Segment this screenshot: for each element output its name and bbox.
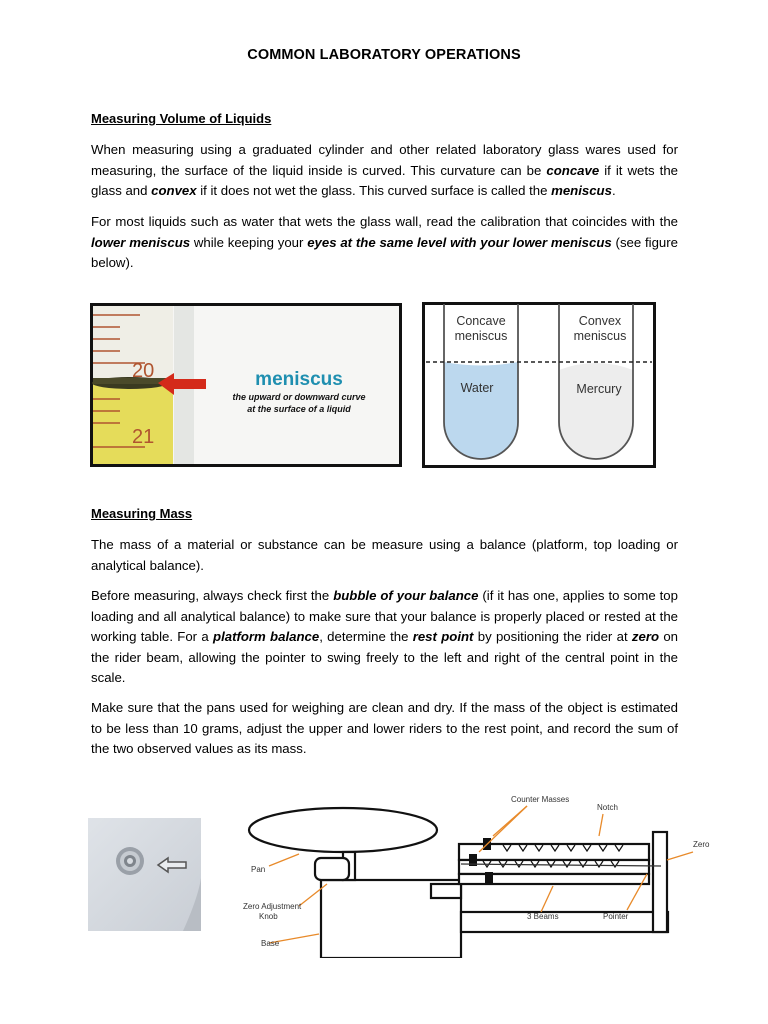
emphasis-text: concave xyxy=(546,162,600,178)
text-run: if it does not wet the glass. This curved surface is called the xyxy=(196,183,552,199)
text-run: , determine the xyxy=(319,629,413,645)
label-3-beams: 3 Beams xyxy=(527,912,559,921)
rider-bottom xyxy=(485,872,493,884)
emphasis-text: rest point xyxy=(412,629,474,645)
tick-label-20: 20 xyxy=(132,360,155,382)
paragraph-mass-1 xyxy=(91,535,678,576)
zero-post xyxy=(653,832,667,932)
text-run: Before measuring, always check first the xyxy=(91,588,334,603)
label-notch: Notch xyxy=(597,803,618,812)
paragraph-volume-2 xyxy=(91,212,678,274)
emphasis-text: bubble of your balance xyxy=(333,588,479,603)
text-run: on the rider beam, allowing the pointer to swing freely to the left and right of the central point in the scale. xyxy=(91,629,678,686)
emphasis-text: meniscus xyxy=(551,183,612,199)
label-zero-adjustment-2: Knob xyxy=(259,912,278,921)
emphasis-text: zero xyxy=(631,629,660,645)
concave-label-2: meniscus xyxy=(454,329,508,343)
convex-label-2: meniscus xyxy=(573,329,627,343)
concave-convex-figure xyxy=(422,302,656,468)
section-heading-volume: Measuring Volume of Liquids xyxy=(91,111,272,126)
label-pointer: Pointer xyxy=(603,912,629,921)
emphasis-text: platform balance xyxy=(213,629,320,645)
paragraph-mass-2 xyxy=(91,586,678,689)
meniscus-figure-title: meniscus xyxy=(255,369,343,390)
triple-beam-balance-diagram xyxy=(235,788,710,958)
emphasis-text: lower meniscus xyxy=(91,234,191,250)
text-run: if it wets the glass and xyxy=(91,162,678,199)
text-run: by positioning the rider at xyxy=(473,629,632,645)
text-run: When measuring using a graduated cylinder and other related laboratory glass wares used for measuring, the surface of the liquid inside is curved. This curvature can be xyxy=(91,142,678,178)
paragraph-mass-3 xyxy=(91,698,678,760)
text-run: (see figure below). xyxy=(91,234,678,271)
zero-adjustment-knob xyxy=(315,858,349,880)
label-counter-masses: Counter Masses xyxy=(511,795,570,804)
mercury-fill xyxy=(559,363,633,459)
water-fill xyxy=(444,362,518,459)
text-run: Make sure that the pans used for weighing are clean and dry. If the mass of the object is estimated to be less than 10 grams, adjust the upper and lower riders to the rest point, and record the sum of the two observed values as its mass. xyxy=(91,700,678,757)
mercury-label: Mercury xyxy=(576,382,622,396)
tick-label-21: 21 xyxy=(132,426,155,448)
text-run: while keeping your xyxy=(190,234,308,250)
water-label: Water xyxy=(460,381,494,395)
bubble-level-photo xyxy=(88,818,201,931)
label-base: Base xyxy=(261,939,280,948)
text-run: The mass of a material or substance can be measure using a balance (platform, top loading or analytical balance). xyxy=(91,537,678,573)
section-heading-mass: Measuring Mass xyxy=(91,506,193,521)
text-run: For most liquids such as water that wets the glass wall, read the calibration that coincides with the xyxy=(91,214,678,229)
pan-shape xyxy=(249,808,437,852)
base-rail xyxy=(461,912,668,932)
label-pan: Pan xyxy=(251,865,266,874)
meniscus-photo-figure xyxy=(90,303,402,467)
page-title: COMMON LABORATORY OPERATIONS xyxy=(247,47,521,63)
meniscus-caption-line-2: at the surface of a liquid xyxy=(247,404,351,414)
emphasis-text: convex xyxy=(151,183,197,199)
concave-label-1: Concave xyxy=(456,314,506,328)
label-zero: Zero xyxy=(693,840,710,849)
paragraph-volume-1 xyxy=(91,140,678,202)
text-run: (if it has one, applies to some top loading and all analytical balance) to make sure that your balance is properly placed or rested at the working table. For a xyxy=(91,588,678,645)
convex-label-1: Convex xyxy=(578,314,622,328)
label-zero-adjustment-1: Zero Adjustment xyxy=(243,902,302,911)
meniscus-caption-line-1: the upward or downward curve xyxy=(232,392,366,402)
emphasis-text: eyes at the same level with your lower meniscus xyxy=(307,234,612,250)
text-run: . xyxy=(611,183,616,199)
